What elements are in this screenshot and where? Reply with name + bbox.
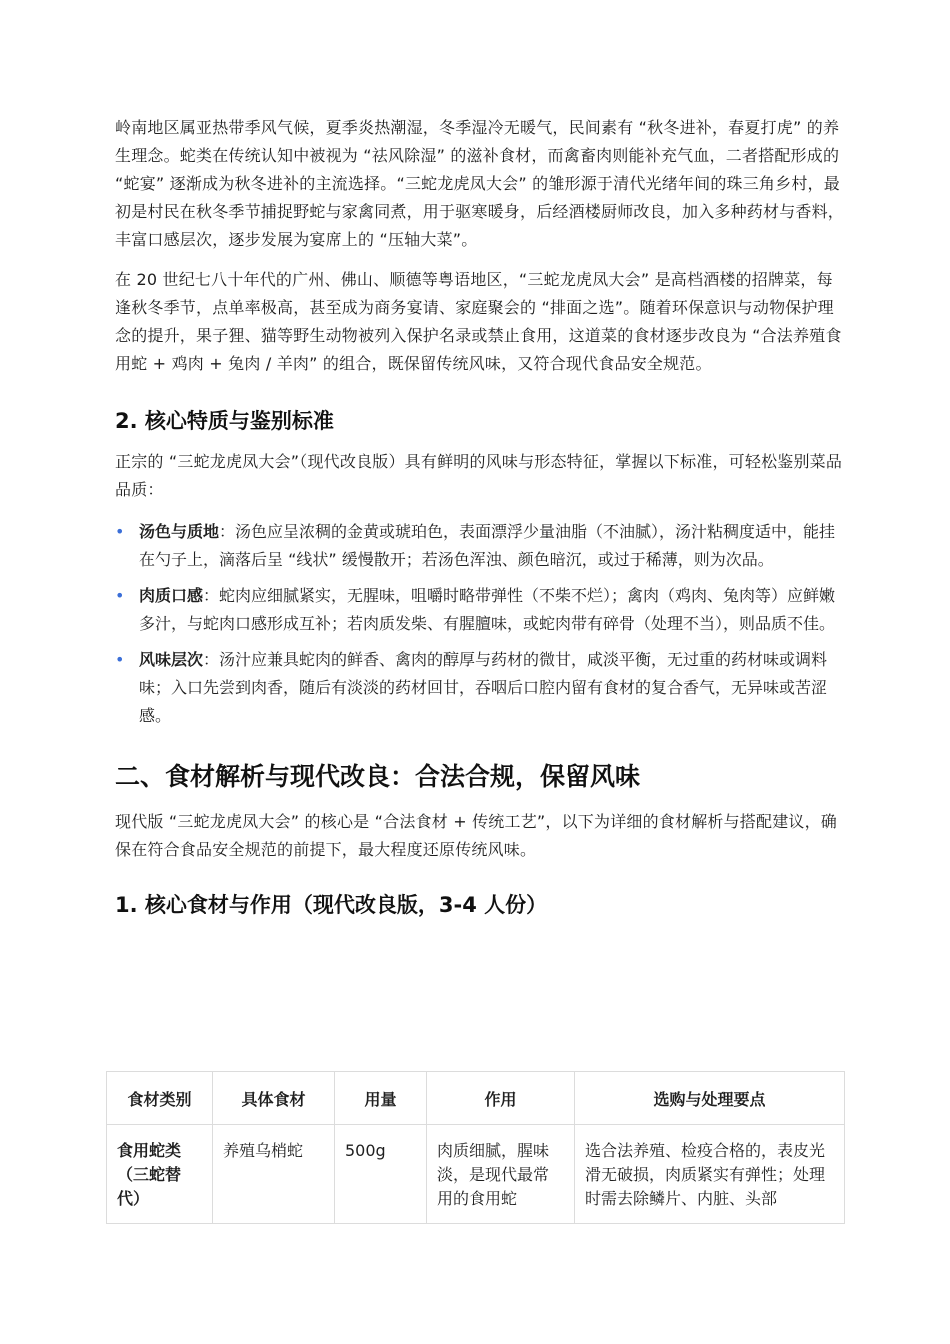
bullet-term: 风味层次 [139,650,204,669]
table-cell: 养殖乌梢蛇 [213,1125,335,1224]
table-cell: 食用蛇类（三蛇替代） [107,1125,213,1224]
ingredients-intro: 现代版 “三蛇龙虎凤大会” 的核心是 “合法食材 + 传统工艺”，以下为详细的食材解析与搭配建议，确保在符合食品安全规范的前提下，最大程度还原传统风味。 [115,812,837,859]
section-heading-core-ingredients: 1. 核心食材与作用（现代改良版，3-4 人份） [115,893,548,917]
bullet-term: 汤色与质地 [139,522,220,541]
bullet-text: ：汤色应呈浓稠的金黄或琥珀色，表面漂浮少量油脂（不油腻），汤汁粘稠度适中，能挂在勺子上，滴落后呈 “线状” 缓慢散开；若汤色浑浊、颜色暗沉，或过于稀薄，则为次品。 [139,522,836,569]
bullet-dot-icon: • [115,650,125,669]
column-header: 选购与处理要点 [575,1072,845,1125]
section-heading-ingredients: 二、食材解析与现代改良：合法合规，保留风味 [115,762,641,791]
document-content [115,114,845,920]
list-item [115,646,845,730]
list-item [115,518,845,574]
column-header: 用量 [335,1072,427,1125]
history-paragraph-1: 岭南地区属亚热带季风气候，夏季炎热潮湿，冬季湿冷无暖气，民间素有 “秋冬进补，春夏打虎” 的养生理念。蛇类在传统认知中被视为 “祛风除湿” 的滋补食材，而禽畜肉则能补充气血，二者搭配形成的 “蛇宴” 逐渐成为秋冬进补的主流选择。“三蛇龙虎凤大会” 的雏形源于清代光绪年间的珠三角乡村，最初是村民在秋冬季节捕捉野蛇与家禽同煮，用于驱寒暖身，后经酒楼厨师改良，加入多种药材与香料，丰富口感层次，逐步发展为宴席上的 “压轴大菜”。 [115,118,845,249]
ingredients-table [106,1071,845,1224]
table-header-row [107,1072,845,1125]
core-traits-intro: 正宗的 “三蛇龙虎凤大会”（现代改良版）具有鲜明的风味与形态特征，掌握以下标准，可轻松鉴别菜品品质： [115,452,843,499]
bullet-term: 肉质口感 [139,586,204,605]
core-traits-list [115,518,845,730]
table-cell: 500g [335,1125,427,1224]
table-row [107,1125,845,1224]
ingredients-table-wrapper [106,1071,844,1224]
table-cell: 肉质细腻，腥味淡，是现代最常用的食用蛇 [427,1125,575,1224]
bullet-dot-icon: • [115,586,125,605]
column-header: 具体食材 [213,1072,335,1125]
column-header: 作用 [427,1072,575,1125]
bullet-dot-icon: • [115,522,125,541]
table-cell: 选合法养殖、检疫合格的，表皮光滑无破损，肉质紧实有弹性；处理时需去除鳞片、内脏、头部 [575,1125,845,1224]
column-header: 食材类别 [107,1072,213,1125]
list-item [115,582,845,638]
bullet-text: ：蛇肉应细腻紧实，无腥味，咀嚼时略带弹性（不柴不烂）；禽肉（鸡肉、兔肉等）应鲜嫩多汁，与蛇肉口感形成互补；若肉质发柴、有腥膻味，或蛇肉带有碎骨（处理不当），则品质不佳。 [139,586,836,633]
section-heading-core-traits: 2. 核心特质与鉴别标准 [115,409,334,433]
history-paragraph-2: 在 20 世纪七八十年代的广州、佛山、顺德等粤语地区，“三蛇龙虎凤大会” 是高档酒楼的招牌菜，每逢秋冬季节，点单率极高，甚至成为商务宴请、家庭聚会的 “排面之选”。随着环保意识与动物保护理念的提升，果子狸、猫等野生动物被列入保护名录或禁止食用，这道菜的食材逐步改良为 “合法养殖食用蛇 + 鸡肉 + 兔肉 / 羊肉” 的组合，既保留传统风味，又符合现代食品安全规范。 [115,270,842,373]
bullet-text: ：汤汁应兼具蛇肉的鲜香、禽肉的醇厚与药材的微甘，咸淡平衡，无过重的药材味或调料味；入口先尝到肉香，随后有淡淡的药材回甘，吞咽后口腔内留有食材的复合香气，无异味或苦涩感。 [139,650,828,725]
